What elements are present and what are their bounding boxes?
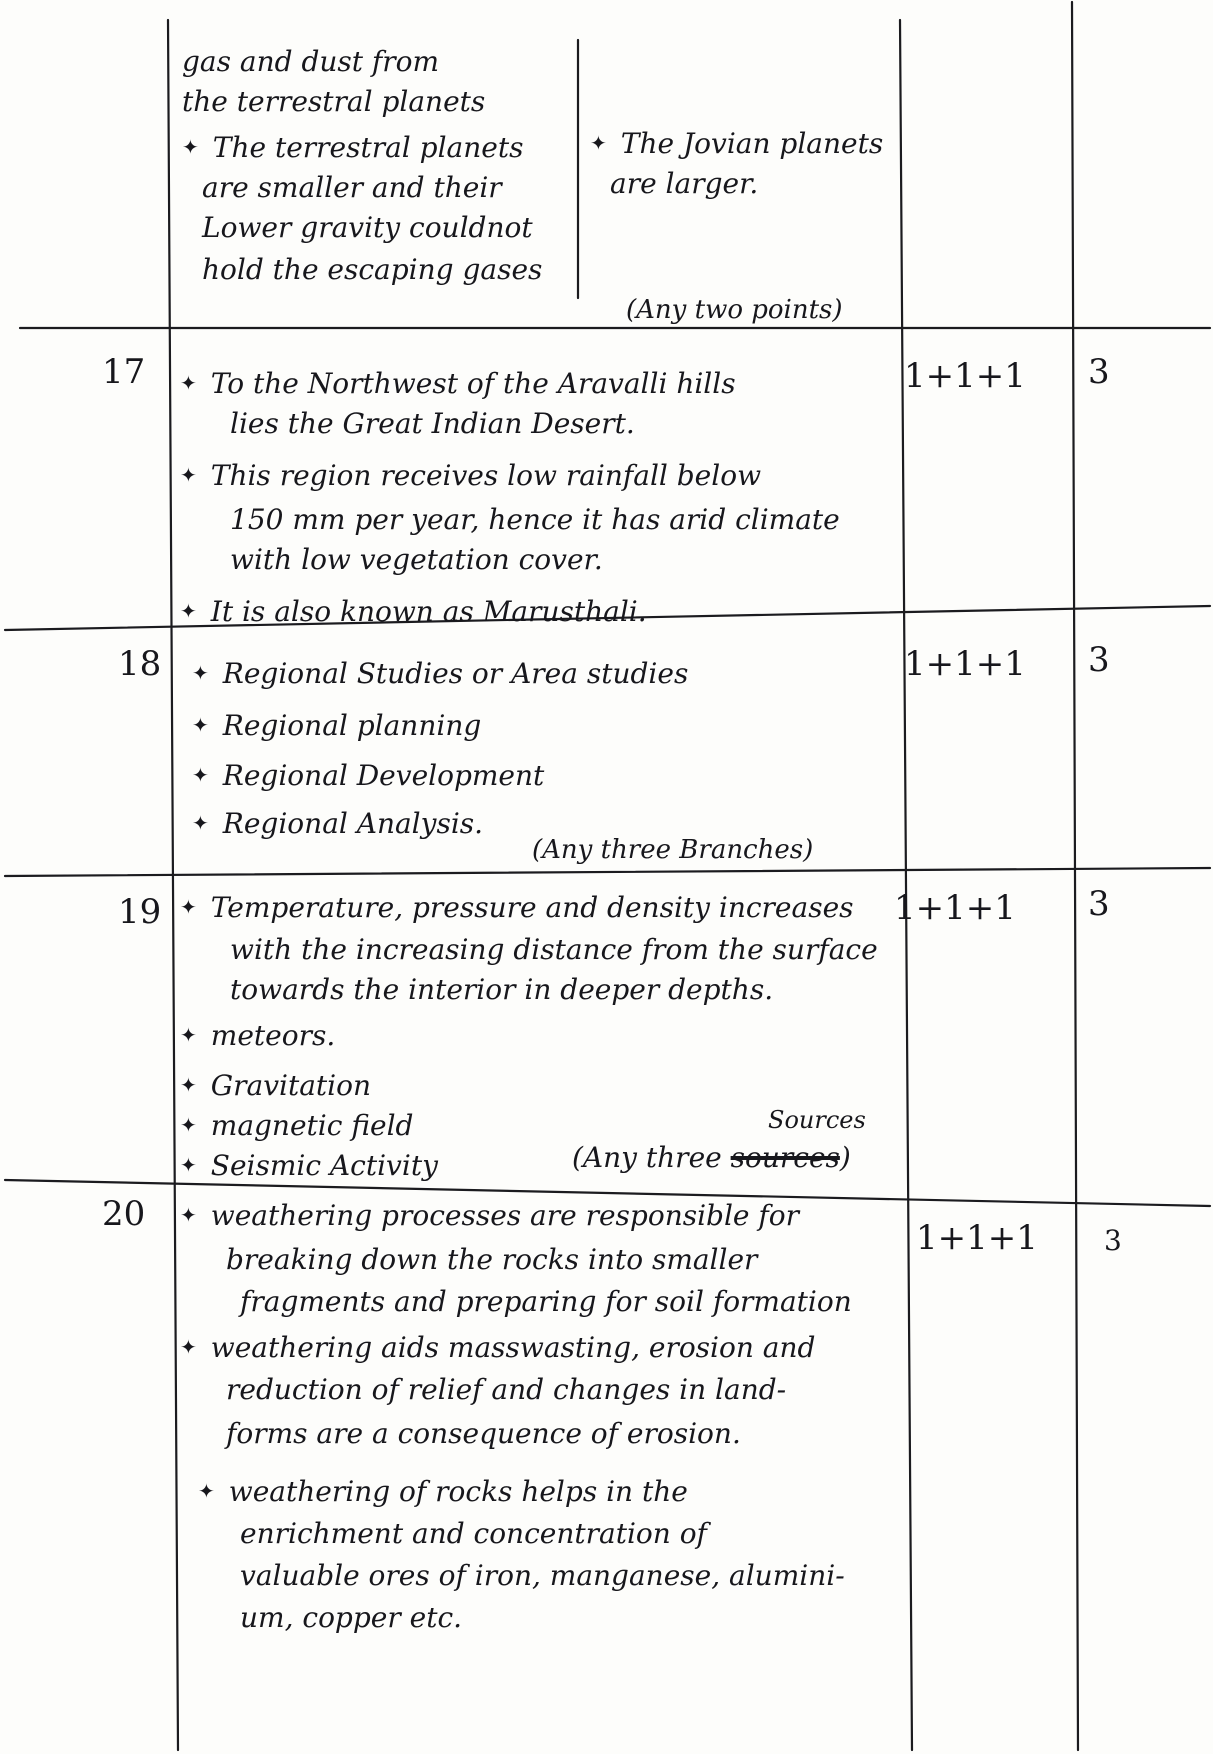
row18-point4: ✦ Regional Analysis. xyxy=(192,804,483,846)
row20-point1-line2: breaking down the rocks into smaller xyxy=(226,1243,758,1276)
top-right-point-line-1: ✦ The Jovian planets xyxy=(590,124,883,166)
row17-point2-line1: ✦ This region receives low rainfall below xyxy=(180,456,761,498)
row19-note-suffix: ) xyxy=(839,1141,851,1174)
row19-point1-line2: with the increasing distance from the surface xyxy=(230,933,878,966)
marks-19: 1+1+1 xyxy=(894,888,1016,928)
top-left-point-line-2: are smaller and their xyxy=(202,171,502,204)
row19-point5: ✦ Seismic Activity xyxy=(180,1146,438,1188)
row19-note-prefix: (Any three xyxy=(572,1141,722,1174)
top-left-point-line-1: ✦ The terrestral planets xyxy=(182,128,523,170)
top-note: (Any two points) xyxy=(626,295,843,325)
total-18: 3 xyxy=(1088,640,1110,680)
total-20: 3 xyxy=(1104,1224,1122,1257)
row19-note-struck: sources xyxy=(730,1141,840,1174)
row20-point1-line3: fragments and preparing for soil formation xyxy=(240,1285,852,1318)
row17-point2-line3: with low vegetation cover. xyxy=(230,543,603,576)
row18-point1: ✦ Regional Studies or Area studies xyxy=(192,654,688,696)
marks-17: 1+1+1 xyxy=(904,356,1026,396)
row19-point2: ✦ meteors. xyxy=(180,1016,335,1058)
marks-18: 1+1+1 xyxy=(904,644,1026,684)
marks-20: 1+1+1 xyxy=(916,1218,1038,1258)
row17-point2-line2: 150 mm per year, hence it has arid climate xyxy=(230,503,840,536)
top-left-line-1: gas and dust from xyxy=(182,45,440,78)
row19-note-insert: Sources xyxy=(768,1106,866,1134)
row20-point1-line1: ✦ weathering processes are responsible for xyxy=(180,1196,799,1238)
row20-point3-line3: valuable ores of iron, manganese, alumini- xyxy=(240,1559,845,1592)
row20-point3-line2: enrichment and concentration of xyxy=(240,1517,707,1550)
question-number-19: 19 xyxy=(118,892,162,932)
column-line-total xyxy=(1072,2,1078,1750)
top-left-point-line-4: hold the escaping gases xyxy=(202,253,543,286)
row-line-3 xyxy=(5,868,1210,876)
question-number-20: 20 xyxy=(102,1194,146,1234)
total-19: 3 xyxy=(1088,884,1110,924)
total-17: 3 xyxy=(1088,352,1110,392)
question-number-17: 17 xyxy=(102,352,146,392)
top-left-line-2: the terrestral planets xyxy=(182,85,486,118)
row18-note: (Any three Branches) xyxy=(532,835,814,865)
question-number-18: 18 xyxy=(118,644,162,684)
row20-point3-line1: ✦ weathering of rocks helps in the xyxy=(198,1472,688,1514)
row19-point1-line1: ✦ Temperature, pressure and density increases xyxy=(180,888,854,930)
top-left-point-line-3: Lower gravity couldnot xyxy=(202,211,533,244)
row20-point3-line4: um, copper etc. xyxy=(240,1601,463,1634)
column-line-number xyxy=(168,20,178,1750)
row20-point2-line3: forms are a consequence of erosion. xyxy=(226,1417,741,1450)
row19-note xyxy=(572,1138,851,1178)
row20-point2-line2: reduction of relief and changes in land- xyxy=(226,1373,787,1406)
top-right-point-line-2: are larger. xyxy=(610,167,759,200)
row19-point1-line3: towards the interior in deeper depths. xyxy=(230,973,774,1006)
row18-point2: ✦ Regional planning xyxy=(192,706,481,748)
column-line-marks xyxy=(900,20,912,1750)
row20-point2-line1: ✦ weathering aids masswasting, erosion and xyxy=(180,1328,815,1370)
row17-point1-line2: lies the Great Indian Desert. xyxy=(230,407,635,440)
row17-point1-line1: ✦ To the Northwest of the Aravalli hills xyxy=(180,364,736,406)
row19-point3: ✦ Gravitation xyxy=(180,1066,371,1108)
row18-point3: ✦ Regional Development xyxy=(192,756,544,798)
row17-point3-line1: ✦ It is also known as Marusthali. xyxy=(180,592,647,634)
row19-point4: ✦ magnetic field xyxy=(180,1106,413,1148)
